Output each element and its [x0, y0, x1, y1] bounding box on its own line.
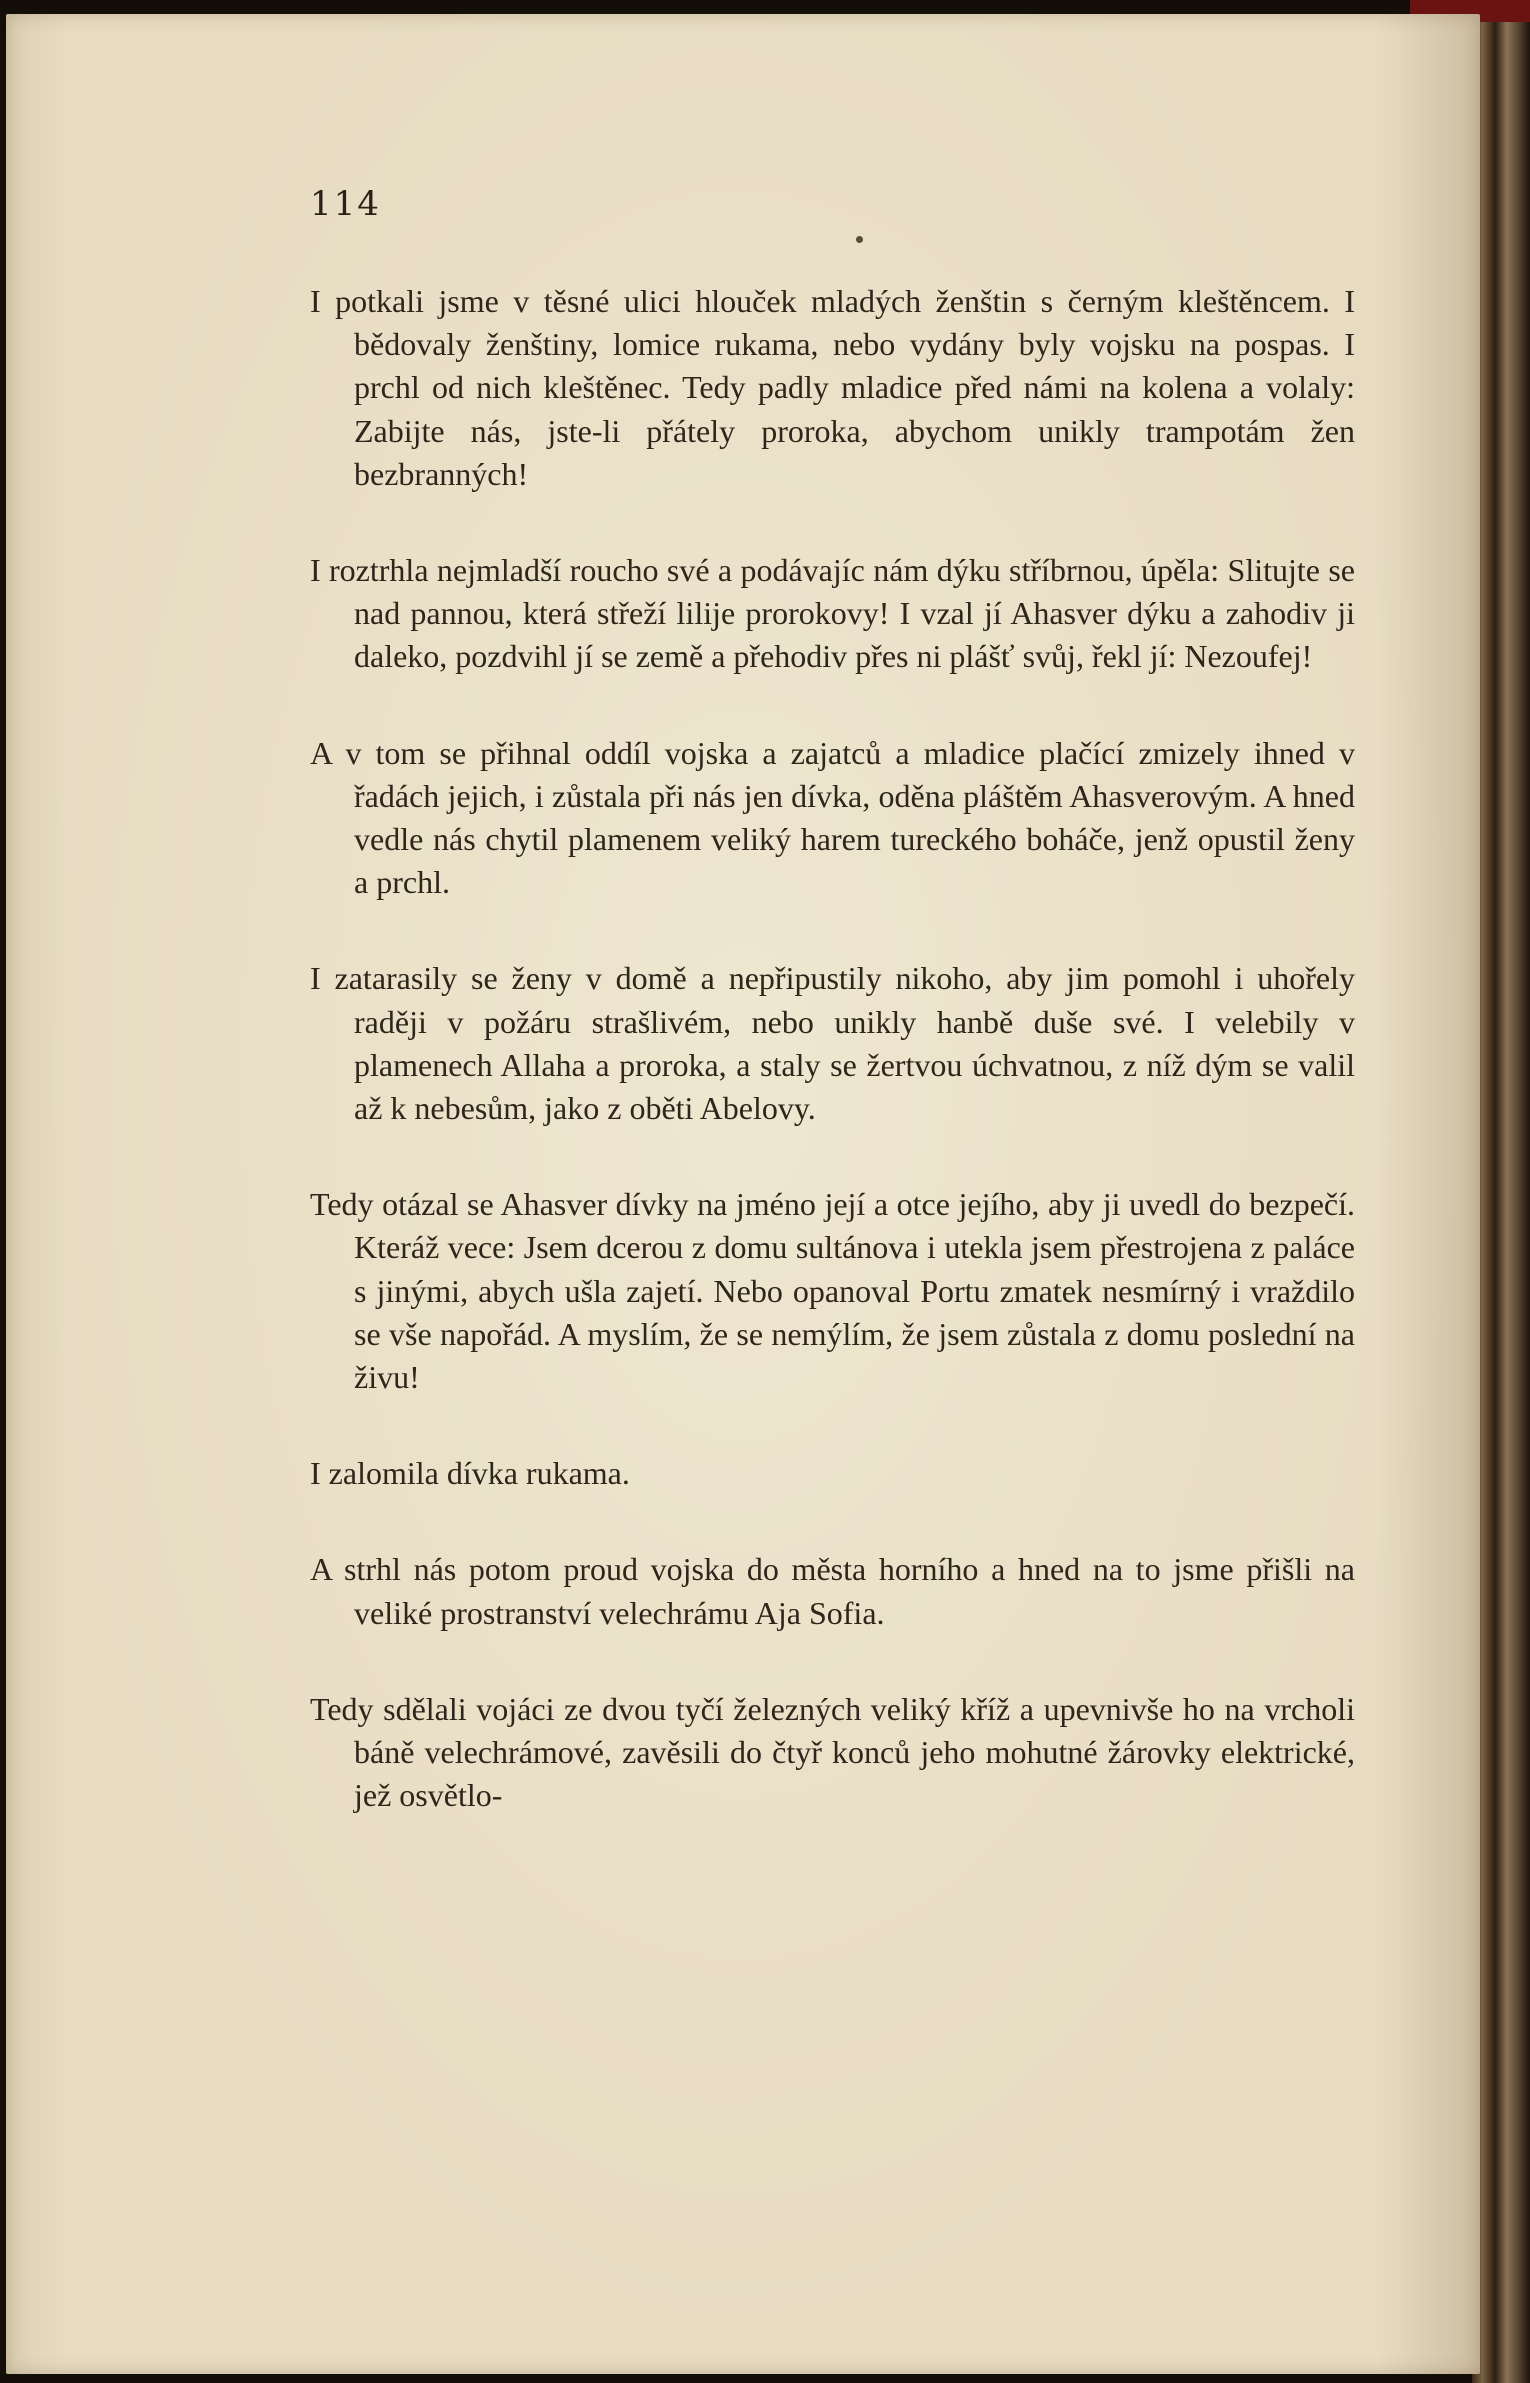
paragraph: Tedy sdělali vojáci ze dvou tyčí železných veliký kříž a upevnivše ho na vrcholi báně velechrámové, zavěsili do čtyř konců jeho mohutné žárovky elektrické, jež osvětlo- — [310, 1690, 1355, 1814]
page-number: 114 — [310, 184, 381, 224]
paragraph: A strhl nás potom proud vojska do města horního a hned na to jsme přišli na veliké prostranství velechrámu Aja Sofia. — [310, 1551, 1355, 1631]
paragraph: I potkali jsme v těsné ulici hlouček mladých ženštin s černým kleštěncem. I bědovaly ženštiny, lomice rukama, nebo vydány byly vojsku na pospas. I prchl od nich kleštěnec. Tedy padly mladice před námi na kolena a volaly: Zabijte nás, jste-li přátely proroka, abychom unikly trampotám žen bezbranných! — [310, 283, 1355, 492]
paragraph: I zalomila dívka rukama. — [310, 1455, 630, 1492]
paragraph: A v tom se přihnal oddíl vojska a zajatců a mladice plačící zmizely ihned v řadách jejich, i zůstala při nás jen dívka, oděna pláštěm Ahasverovým. A hned vedle nás chytil plamenem veliký harem tureckého boháče, jenž opustil ženy a prchl. — [310, 734, 1355, 901]
body-text — [310, 280, 1355, 1870]
book-edge — [1472, 0, 1530, 2383]
paragraph: Tedy otázal se Ahasver dívky na jméno její a otce jejího, aby ji uvedl do bezpečí. Kteráž vece: Jsem dcerou z domu sultánova i utekla jsem přestrojena z paláce s jinými, abych ušla zajetí. Nebo opanoval Portu zmatek nesmírný i vraždilo se vše napořád. A myslím, že se nemýlím, že jsem zůstala z domu poslední na živu! — [310, 1186, 1355, 1396]
paragraph: I roztrhla nejmladší roucho své a podávajíc nám dýku stříbrnou, úpěla: Slitujte se nad pannou, která střeží lilije prorokovy! I vzal jí Ahasver dýku a zahodiv ji daleko, pozdvihl jí se země a přehodiv přes ni plášť svůj, řekl jí: Nezoufej! — [310, 552, 1355, 675]
paragraph: I zatarasily se ženy v domě a nepřipustily nikoho, aby jim pomohl i uhořely raději v požáru strašlivém, nebo unikly hanbě duše své. I velebily v plamenech Allaha a proroka, a staly se žertvou úchvatnou, z níž dým se valil až k nebesům, jako z oběti Abelovy. — [310, 960, 1355, 1127]
print-speck — [856, 236, 863, 243]
